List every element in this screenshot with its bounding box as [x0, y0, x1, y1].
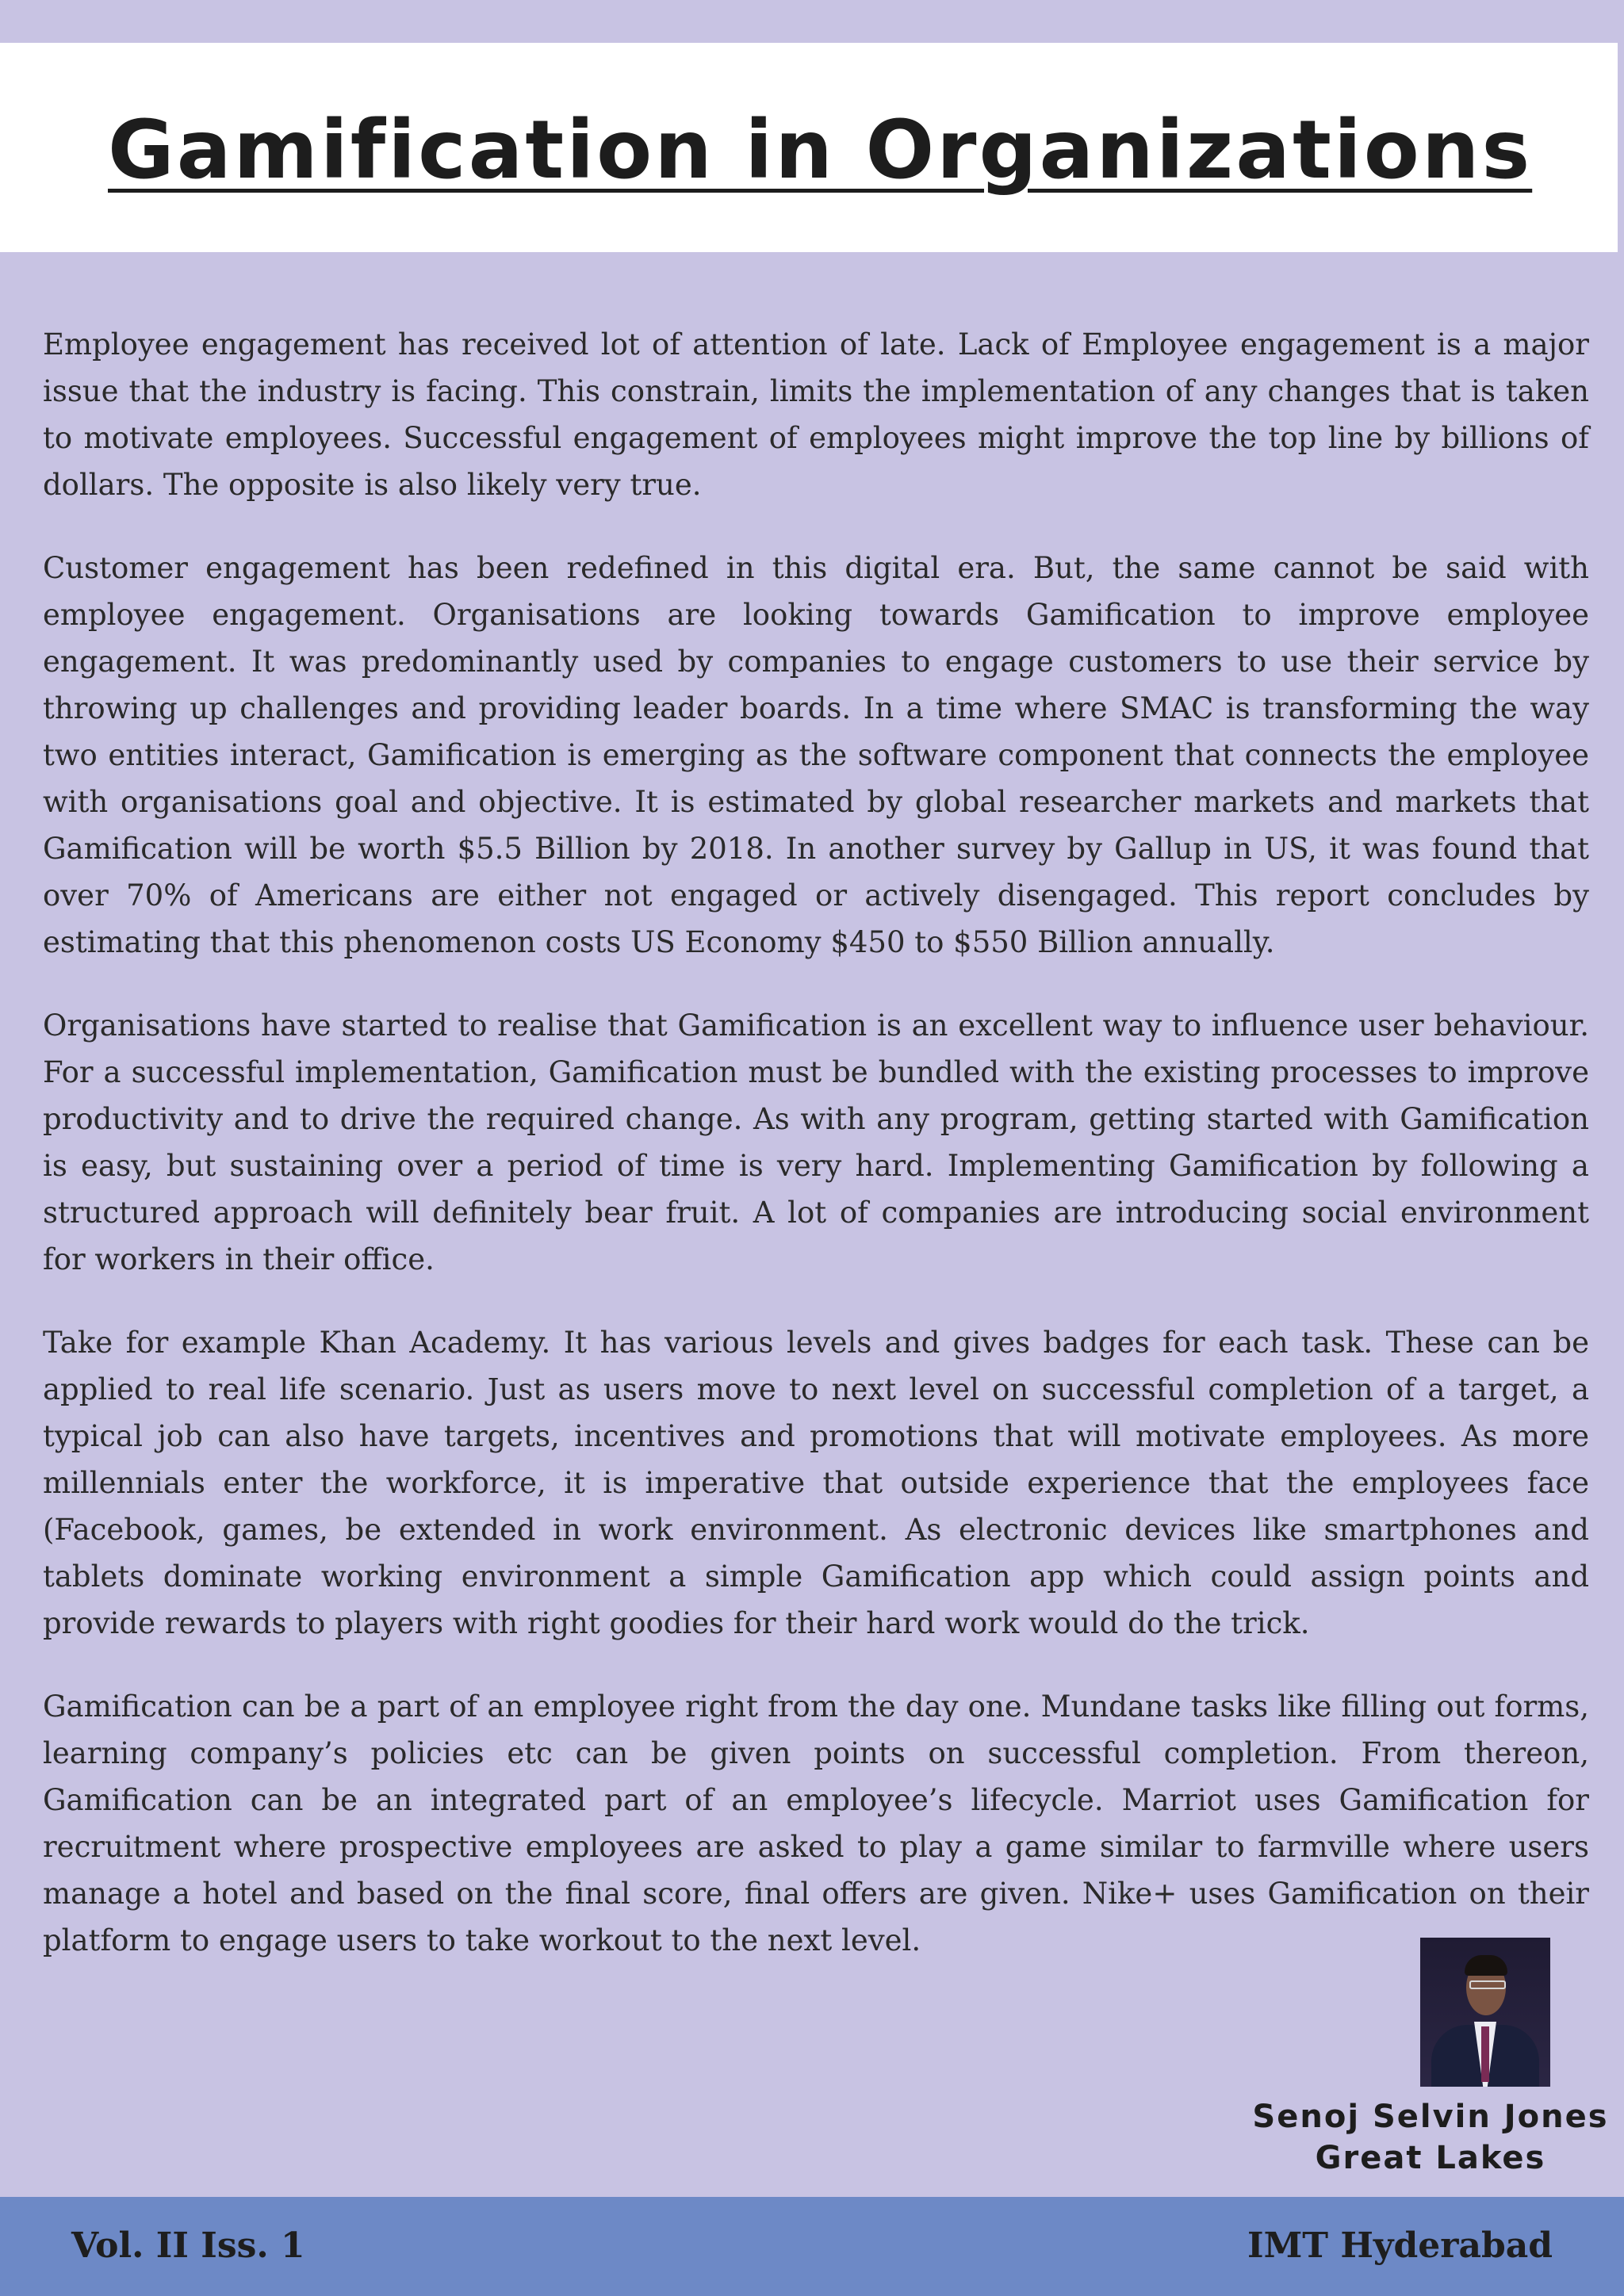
- photo-tie: [1481, 2026, 1489, 2082]
- paragraph: Customer engagement has been redefined in this digital era. But, the same cannot be said with employee engagement. Organisations are looking towards Gamification to improve employee engagement. It was predominantly used by companies to engage customers to use their service by throwing up challenges and providing leader boards. In a time where SMAC is transforming the way two entities interact, Gamification is emerging as the software component that connects the employee with organisations goal and objective. It is estimated by global researcher markets and markets that Gamification will be worth $5.5 Billion by 2018. In another survey by Gallup in US, it was found that over 70% of Americans are either not engaged or actively disengaged. This report concludes by estimating that this phenomenon costs US Economy $450 to $550 Billion annually.: [43, 551, 1589, 959]
- photo-hair: [1465, 1955, 1507, 1976]
- author-organization: Great Lakes: [1315, 2140, 1546, 2176]
- footer-band: [0, 2197, 1624, 2296]
- author-block: [1252, 1938, 1609, 2179]
- paragraph: Employee engagement has received lot of attention of late. Lack of Employee engagement is a major issue that the industry is facing. This constrain, limits the implementation of any changes that is taken to motivate employees. Successful engagement of employees might improve the top line by billions of dollars. The opposite is also likely very true.: [43, 327, 1589, 502]
- issue-label: Vol. II Iss. 1: [71, 2225, 305, 2266]
- paragraph: Organisations have started to realise that Gamification is an excellent way to influence user behaviour. For a successful implementation, Gamification must be bundled with the existing processes to improve productivity and to drive the required change. As with any program, getting started with Gamification is easy, but sustaining over a period of time is very hard. Implementing Gamification by following a structured approach will definitely bear fruit. A lot of companies are introducing social environment for workers in their office.: [43, 1008, 1589, 1276]
- paragraph: Gamification can be a part of an employee right from the day one. Mundane tasks like filling out forms, learning company’s policies etc can be given points on successful completion. From thereon, Gamification can be an integrated part of an employee’s lifecycle. Marriot uses Gamification for recruitment where prospective employees are asked to play a game similar to farmville where users manage a hotel and based on the final score, final offers are given. Nike+ uses Gamification on their platform to engage users to take workout to the next level.: [43, 1689, 1589, 1957]
- publisher-label: IMT Hyderabad: [1247, 2225, 1553, 2266]
- author-name: Senoj Selvin Jones: [1252, 2099, 1609, 2135]
- author-photo: [1420, 1938, 1550, 2087]
- page-title: Gamification in Organizations: [108, 103, 1533, 197]
- paragraph: Take for example Khan Academy. It has various levels and gives badges for each task. These can be applied to real life scenario. Just as users move to next level on successful completion of a target, a typical job can also have targets, incentives and promotions that will motivate employees. As more millennials enter the workforce, it is imperative that outside experience that the employees face (Facebook, games, be extended in work environment. As electronic devices like smartphones and tablets dominate working environment a simple Gamification app which could assign points and provide rewards to players with right goodies for their hard work would do the trick.: [43, 1326, 1589, 1640]
- article-body: [43, 321, 1589, 2000]
- photo-glasses: [1469, 1980, 1506, 1989]
